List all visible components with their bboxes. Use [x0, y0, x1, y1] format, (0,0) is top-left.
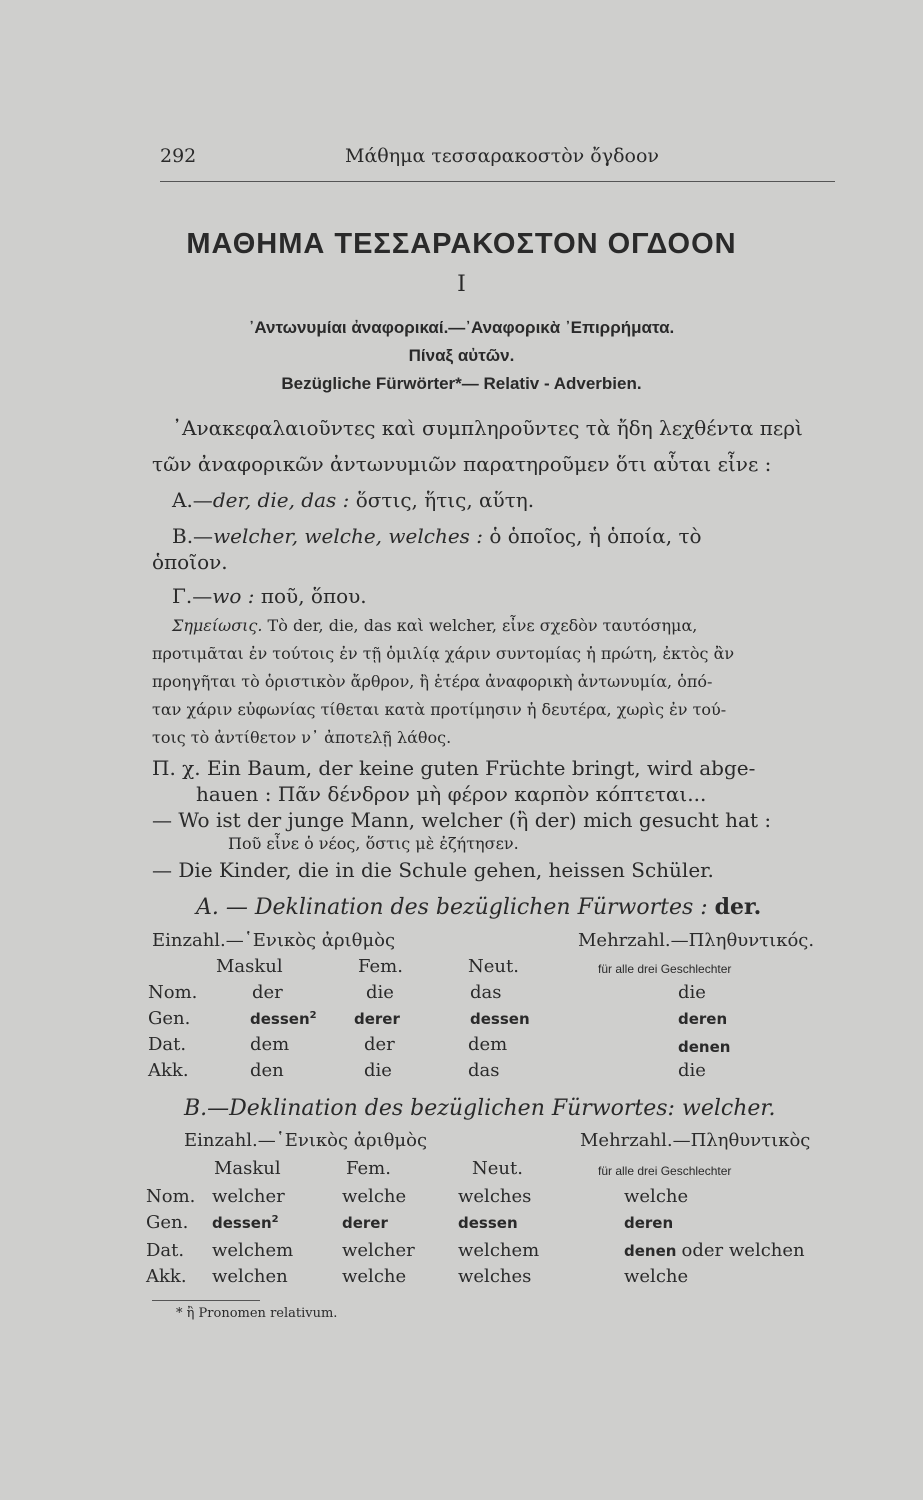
section-a-col-f: Fem. — [358, 956, 403, 977]
section-a-title — [196, 894, 761, 920]
intro-line-1: ᾿Ανακεφαλαιοῦντες καὶ συμπληροῦντες τὰ ἤδη λεχθέντα περὶ — [172, 416, 803, 440]
definition-b-cont: ὁποῖον. — [152, 550, 228, 574]
sb-row-akk-p: welche — [624, 1266, 689, 1287]
section-b-col-n: Neut. — [472, 1158, 523, 1179]
sb-row-akk-m: welchen — [212, 1266, 288, 1287]
remark-line-1 — [172, 616, 697, 635]
subtitle-line-1: ᾿Αντωνυμίαι ἀναφορικαί.—᾿Αναφορικὰ ᾿Επιρρήματα. — [248, 318, 675, 337]
sa-footnote-ref: 2 — [309, 1010, 317, 1021]
remark-line-4: ταν χάριν εὐφωνίας τίθεται κατὰ προτίμησιν ἡ δευτέρα, χωρὶς ἐν τού- — [152, 700, 727, 719]
sb-row-akk-case: Akk. — [146, 1266, 187, 1287]
section-a-singular: Einzahl.—῾Ενικὸς ἀριθμὸς — [152, 930, 396, 951]
sb-row-dat-p-bold: denen — [624, 1242, 677, 1260]
sa-row-akk-f: die — [364, 1060, 392, 1081]
def-b-mark: Β.— — [172, 524, 214, 548]
section-b-title — [184, 1096, 775, 1121]
def-g-rest: ποῦ, ὅπου. — [260, 584, 367, 608]
section-b-col-f: Fem. — [346, 1158, 391, 1179]
section-a-title-word: der. — [714, 894, 762, 920]
sa-row-nom-m: der — [252, 982, 283, 1003]
sa-row-nom-n: das — [470, 982, 502, 1003]
sb-row-nom-m: welcher — [212, 1186, 285, 1207]
sa-row-nom-f: die — [366, 982, 394, 1003]
def-b-rest: ὁ ὁποῖος, ἡ ὁποία, τὸ — [489, 524, 702, 548]
sb-row-akk-f: welche — [342, 1266, 407, 1287]
running-title: Μάθημα τεσσαρακοστὸν ὄγδοον — [345, 145, 659, 167]
sa-row-dat-p: denen — [678, 1038, 731, 1056]
subtitle-line-2: Πίναξ αὐτῶν. — [408, 346, 515, 365]
sb-row-gen-m — [212, 1214, 279, 1232]
section-b-title-word: welcher. — [681, 1096, 776, 1121]
definition-a — [172, 488, 534, 512]
example-3: — Die Kinder, die in die Schule gehen, heissen Schüler. — [152, 858, 714, 882]
def-g-italic: wo : — [212, 584, 255, 608]
sa-row-dat-case: Dat. — [148, 1034, 187, 1055]
remark-line-2: προτιμᾶται ἐν τούτοις ἐν τῇ ὁμιλίᾳ χάριν συντομίας ἡ πρώτη, ἐκτὸς ἂν — [152, 644, 735, 663]
section-b-col-m: Maskul — [214, 1158, 281, 1179]
def-b-italic: welcher, welche, welches : — [213, 524, 484, 548]
sa-row-gen-m — [250, 1010, 317, 1028]
sb-row-dat-case: Dat. — [146, 1240, 185, 1261]
sa-row-dat-f: der — [364, 1034, 395, 1055]
remark-line-3: προηγῆται τὸ ὁριστικὸν ἄρθρον, ἢ ἑτέρα ἀναφορικὴ ἀντωνυμία, ὁπό- — [152, 672, 713, 691]
footnote-rule — [152, 1300, 260, 1301]
sa-row-dat-m: dem — [250, 1034, 290, 1055]
sa-row-akk-p: die — [678, 1060, 706, 1081]
sb-row-dat-n: welchem — [458, 1240, 540, 1261]
page-header — [160, 145, 835, 182]
def-a-mark: Α.— — [172, 488, 213, 512]
subtitle-line-3: Bezügliche Fürwörter*— Relativ - Adverbien. — [281, 374, 642, 393]
sb-row-gen-f: derer — [342, 1214, 388, 1232]
section-b-title-text: B.—Deklination des bezüglichen Fürwortes: — [184, 1096, 675, 1121]
section-a-plural-note: für alle drei Geschlechter — [598, 962, 732, 976]
sa-row-akk-m: den — [250, 1060, 284, 1081]
sa-row-gen-m-text: dessen — [250, 1010, 310, 1028]
section-a-title-text: A. — Deklination des bezüglichen Fürwortes : — [196, 895, 708, 920]
sb-row-gen-p: deren — [624, 1214, 674, 1232]
sa-row-akk-case: Akk. — [148, 1060, 189, 1081]
sb-row-gen-n: dessen — [458, 1214, 518, 1232]
sa-row-nom-p: die — [678, 982, 706, 1003]
def-a-italic: der, die, das : — [212, 488, 350, 512]
sb-row-akk-n: welches — [458, 1266, 532, 1287]
section-a-col-n: Neut. — [468, 956, 519, 977]
sb-row-nom-f: welche — [342, 1186, 407, 1207]
def-g-mark: Γ.— — [172, 584, 213, 608]
sb-row-nom-n: welches — [458, 1186, 532, 1207]
sb-row-gen-m-text: dessen — [212, 1214, 272, 1232]
remark-text-1: Τὸ der, die, das καὶ welcher, εἶνε σχεδὸν ταυτόσημα, — [267, 616, 698, 635]
sa-row-akk-n: das — [468, 1060, 500, 1081]
sa-row-gen-n: dessen — [470, 1010, 530, 1028]
example-2-line-1: — Wo ist der junge Mann, welcher (ἢ der) mich gesucht hat : — [152, 808, 772, 832]
example-1-line-1: Π. χ. Ein Baum, der keine guten Früchte bringt, wird abge- — [152, 756, 756, 780]
section-b-plural: Mehrzahl.—Πληθυντικὸς — [580, 1130, 811, 1151]
sb-footnote-ref: 2 — [271, 1214, 279, 1225]
section-a-plural: Mehrzahl.—Πληθυντικός. — [578, 930, 815, 951]
remark-label: Σημείωσις. — [172, 616, 263, 635]
intro-line-2: τῶν ἀναφορικῶν ἀντωνυμιῶν παρατηροῦμεν ὅτι αὗται εἶνε : — [152, 452, 772, 476]
section-numeral: I — [457, 272, 466, 297]
sb-row-dat-f: welcher — [342, 1240, 415, 1261]
sb-row-nom-p: welche — [624, 1186, 689, 1207]
example-1-line-2: hauen : Πᾶν δένδρον μὴ φέρον καρπὸν κόπτεται... — [196, 782, 707, 806]
sa-row-dat-n: dem — [468, 1034, 508, 1055]
definition-b — [172, 524, 702, 548]
sb-row-dat-p-extra: oder welchen — [681, 1240, 805, 1261]
sb-row-dat-p — [624, 1240, 805, 1261]
sa-row-nom-case: Nom. — [148, 982, 198, 1003]
section-a-col-m: Maskul — [216, 956, 283, 977]
section-b-plural-note: für alle drei Geschlechter — [598, 1164, 732, 1178]
sb-row-nom-case: Nom. — [146, 1186, 196, 1207]
sa-row-gen-p: deren — [678, 1010, 728, 1028]
sa-row-gen-f: derer — [354, 1010, 400, 1028]
sb-row-gen-case: Gen. — [146, 1212, 189, 1233]
sb-row-dat-m: welchem — [212, 1240, 294, 1261]
def-a-rest: ὅστις, ἥτις, αὕτη. — [355, 488, 535, 512]
definition-g — [172, 584, 367, 608]
remark-line-5: τοις τὸ ἀντίθετον ν᾿ ἀποτελῇ λάθος. — [152, 728, 452, 747]
lesson-title: ΜΑΘΗΜΑ ΤΕΣΣΑΡΑΚΟΣΤΟΝ ΟΓΔΟΟΝ — [186, 228, 737, 260]
sa-row-gen-case: Gen. — [148, 1008, 191, 1029]
section-b-singular: Einzahl.—῾Ενικὸς ἀριθμὸς — [184, 1130, 428, 1151]
example-2-line-2: Ποῦ εἶνε ὁ νέος, ὅστις μὲ ἐζήτησεν. — [228, 834, 519, 853]
page-number: 292 — [160, 145, 197, 167]
footnote: * ἢ Pronomen relativum. — [176, 1306, 338, 1321]
